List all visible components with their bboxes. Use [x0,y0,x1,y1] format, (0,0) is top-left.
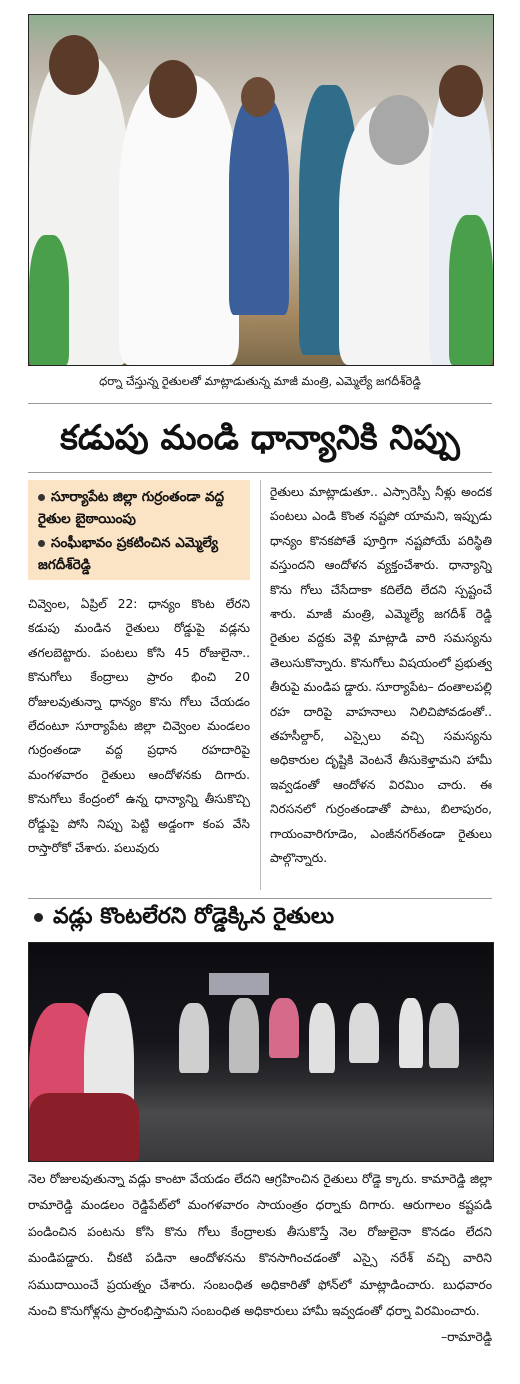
bullet-icon [38,494,45,501]
news-photo-farmers-meeting [28,14,494,366]
highlight-item: సంఘీభావం ప్రకటించిన ఎమ్మెల్యే జగదీశ్‌రెడ్డి [38,535,219,573]
sub-headline: వడ్లు కొంటలేరని రోడ్డెక్కిన రైతులు [28,898,492,935]
headline: కడుపు మండి ధాన్యానికి నిప్పు [28,403,492,473]
news-photo-night-protest [28,942,494,1162]
article-column-left: చివ్వెంల, ఏప్రిల్‌ 22: ధాన్యం కొంట లేరని కడుపు మండిన రైతులు రోడ్డుపై వడ్లను తగలబెట్టారు. పంటలు కోసి 45 రోజులైనా.. కొనుగోలు కేంద్రాలు ప్రారం భించి 20 రోజులవుతున్నా ధాన్యం కొను గోలు చేయడం లేదంటూ సూర్యాపేట జిల్లా చివ్వెంల మండలం గుర్రంతండా వద్ద ప్రధాన రహదారిపై మంగళవారం రైతులు ఆందోళనకు దిగారు. కొనుగోలు కేంద్రంలో ఉన్న ధాన్యాన్ని తీసుకొచ్చి రోడ్డుపై పోసి నిప్పు పెట్టి అడ్డంగా కంప వేసి రాస్తారోకో చేశారు. పలువురు [28,597,250,856]
motorbike [29,1093,139,1161]
article-column-right: రైతులు మాట్లాడుతూ.. ఎస్సారెస్పీ నీళ్లు అందక పంటలు ఎండి కొంత నష్టపో యామని, ఇప్పుడు ధాన్యం కొనకపోతే పూర్తిగా నష్టపోయే పరిస్థితి వస్తుందని ఆందోళన వ్యక్తంచేశారు. ధాన్యాన్ని కొను గోలు చేసేదాకా కదిలేది లేదని స్పష్టంచే శారు. మాజీ మంత్రి, ఎమ్మెల్యే జగదీశ్‌ రెడ్డి రైతుల వద్దకు వెళ్లి మాట్లాడి వారి సమస్యను తెలుసుకొన్నారు. కొనుగోలు విషయంలో ప్రభుత్వ తీరుపై మండిప డ్డారు. సూర్యాపేట– దంతాలపల్లి రహ దారిపై వాహనాలు నిలిచిపోవడంతో.. తహసీల్దార్‌, ఎస్సైలు వచ్చి సమస్యను అధికారుల దృష్టికి వెంటనే తీసుకెళ్తామని హామీ ఇవ్వడంతో ఆందోళన విరమిం చారు. ఈ నిరసనలో గుర్రంతండాతో పాటు, బిలాపురం, గాయంవారిగూడెం, ఎంజీనగర్‌తండా రైతులు పాల్గొన్నారు. [270,485,492,866]
bus-light [209,973,269,995]
bullet-icon [38,540,45,547]
photo-caption: ధర్నా చేస్తున్న రైతులతో మాట్లాడుతున్న మాజీ మంత్రి, ఎమ్మెల్యే జగదీశ్‌రెడ్డి [99,374,421,388]
highlights-box [28,480,250,580]
highlight-item: సూర్యాపేట జిల్లా గుర్రంతండా వద్ద రైతుల బైఠాయింపు [38,489,225,527]
bullet-icon [34,913,43,922]
byline: –రామారెడ్డి [440,1329,492,1345]
article-body-2: నెల రోజులవుతున్నా వడ్లు కాంటా వేయడం లేదని ఆగ్రహించిన రైతులు రోడ్డె క్కారు. కామారెడ్డి జిల్లా రామారెడ్డి మండలం రెడ్డిపేట్‌లో మంగళవారం సాయంత్రం ధర్నాకు దిగారు. ఆరుగాలం కష్టపడి పండించిన పంటను కోసి కొను గోలు కేంద్రాలకు తీసుకొస్తే నెల రోజులైనా కొనడం లేదని మండిపడ్డారు. చీకటి పడినా ఆందోళనను కొనసాగించడంతో ఎస్సై నరేశ్‌ వచ్చి వారిని సముదాయించే ప్రయత్నం చేశారు. సంబంధిత అధికారితో ఫోన్‌లో మాట్లాడించారు. బుధవారం నుంచి కొనుగోళ్లను ప్రారంభిస్తామని సంబంధిత అధికారులు హామీ ఇవ్వడంతో ధర్నా విరమించారు. –రామారెడ్డి [28,1166,492,1378]
column-divider [260,480,261,890]
